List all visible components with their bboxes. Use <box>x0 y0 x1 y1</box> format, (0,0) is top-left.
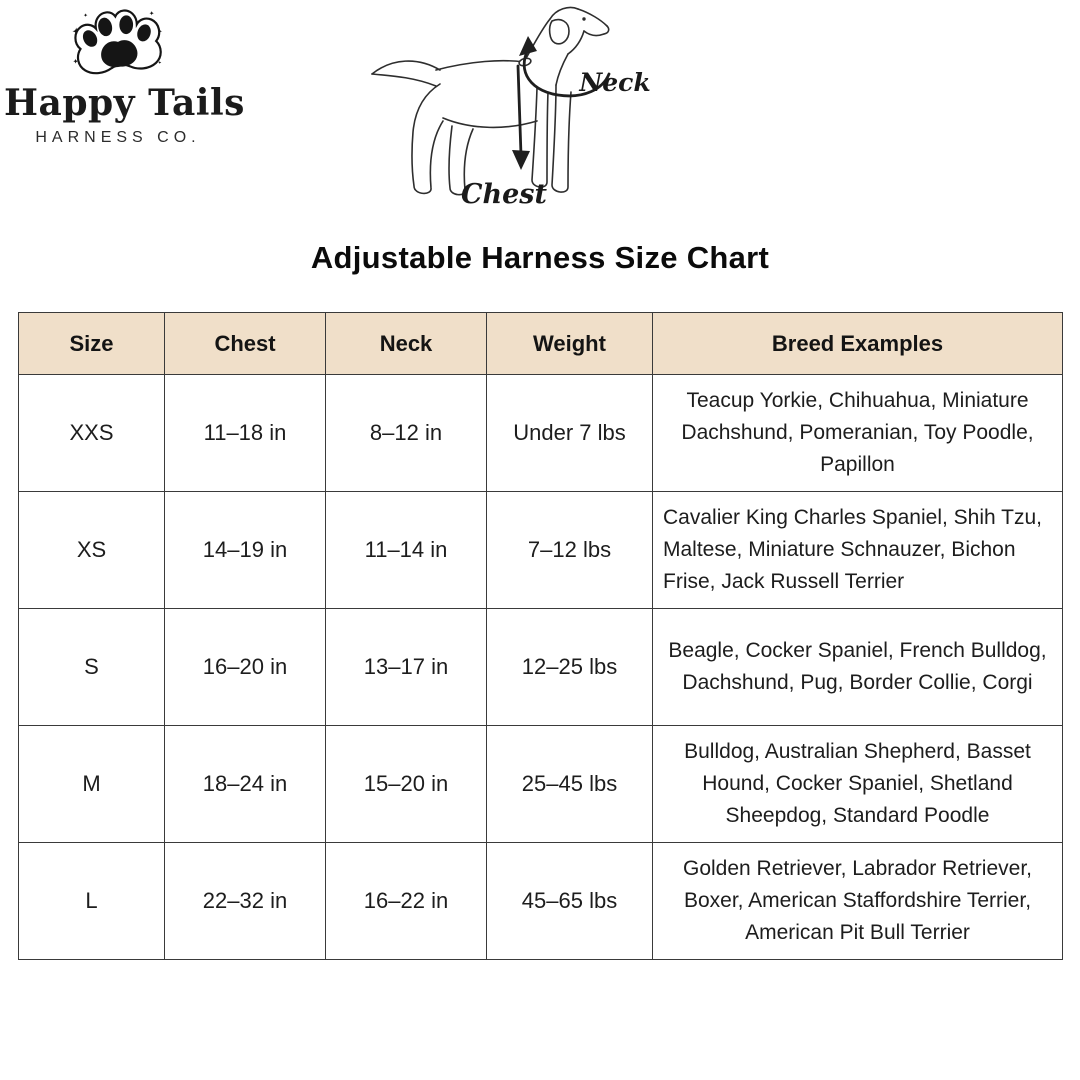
cell-breeds: Golden Retriever, Labrador Retriever, Boxer, American Staffordshire Terrier, American Pit Bull Terrier <box>653 843 1063 960</box>
table-body <box>19 375 1063 960</box>
page-title: Adjustable Harness Size Chart <box>310 240 770 275</box>
size-chart-table <box>18 312 1063 960</box>
table-row <box>19 609 1063 726</box>
cell-breeds: Teacup Yorkie, Chihuahua, Miniature Dachshund, Pomeranian, Toy Poodle, Papillon <box>653 375 1063 492</box>
neck-measure-label: Neck <box>579 68 651 97</box>
paw-print-icon <box>70 6 166 79</box>
cell-chest: 11–18 in <box>165 375 326 492</box>
table-row <box>19 726 1063 843</box>
cell-chest: 22–32 in <box>165 843 326 960</box>
table-row <box>19 375 1063 492</box>
cell-weight: 45–65 lbs <box>487 843 653 960</box>
cell-neck: 11–14 in <box>326 492 487 609</box>
brand-subtitle: HARNESS CO. <box>35 128 201 146</box>
dog-measurement-diagram <box>356 0 678 220</box>
column-header: Weight <box>487 313 653 375</box>
cell-neck: 15–20 in <box>326 726 487 843</box>
cell-chest: 16–20 in <box>165 609 326 726</box>
cell-size: M <box>19 726 165 843</box>
cell-neck: 8–12 in <box>326 375 487 492</box>
cell-size: XS <box>19 492 165 609</box>
cell-breeds: Beagle, Cocker Spaniel, French Bulldog, Dachshund, Pug, Border Collie, Corgi <box>653 609 1063 726</box>
cell-weight: 12–25 lbs <box>487 609 653 726</box>
cell-size: L <box>19 843 165 960</box>
cell-weight: 25–45 lbs <box>487 726 653 843</box>
cell-breeds: Bulldog, Australian Shepherd, Basset Hound, Cocker Spaniel, Shetland Sheepdog, Standard Poodle <box>653 726 1063 843</box>
chest-measure-label: Chest <box>461 179 547 210</box>
cell-breeds: Cavalier King Charles Spaniel, Shih Tzu, Maltese, Miniature Schnauzer, Bichon Frise, Jack Russell Terrier <box>653 492 1063 609</box>
column-header: Breed Examples <box>653 313 1063 375</box>
dog-outline-drawing <box>372 7 609 194</box>
header-row <box>19 313 1063 375</box>
cell-weight: 7–12 lbs <box>487 492 653 609</box>
brand-logo <box>4 6 245 147</box>
cell-size: S <box>19 609 165 726</box>
cell-weight: Under 7 lbs <box>487 375 653 492</box>
cell-chest: 14–19 in <box>165 492 326 609</box>
column-header: Chest <box>165 313 326 375</box>
table-row <box>19 492 1063 609</box>
brand-name: Happy Tails <box>4 82 245 124</box>
measurement-arrows <box>512 36 609 170</box>
cell-neck: 16–22 in <box>326 843 487 960</box>
table-row <box>19 843 1063 960</box>
cell-neck: 13–17 in <box>326 609 487 726</box>
cell-size: XXS <box>19 375 165 492</box>
column-header: Size <box>19 313 165 375</box>
cell-chest: 18–24 in <box>165 726 326 843</box>
column-header: Neck <box>326 313 487 375</box>
